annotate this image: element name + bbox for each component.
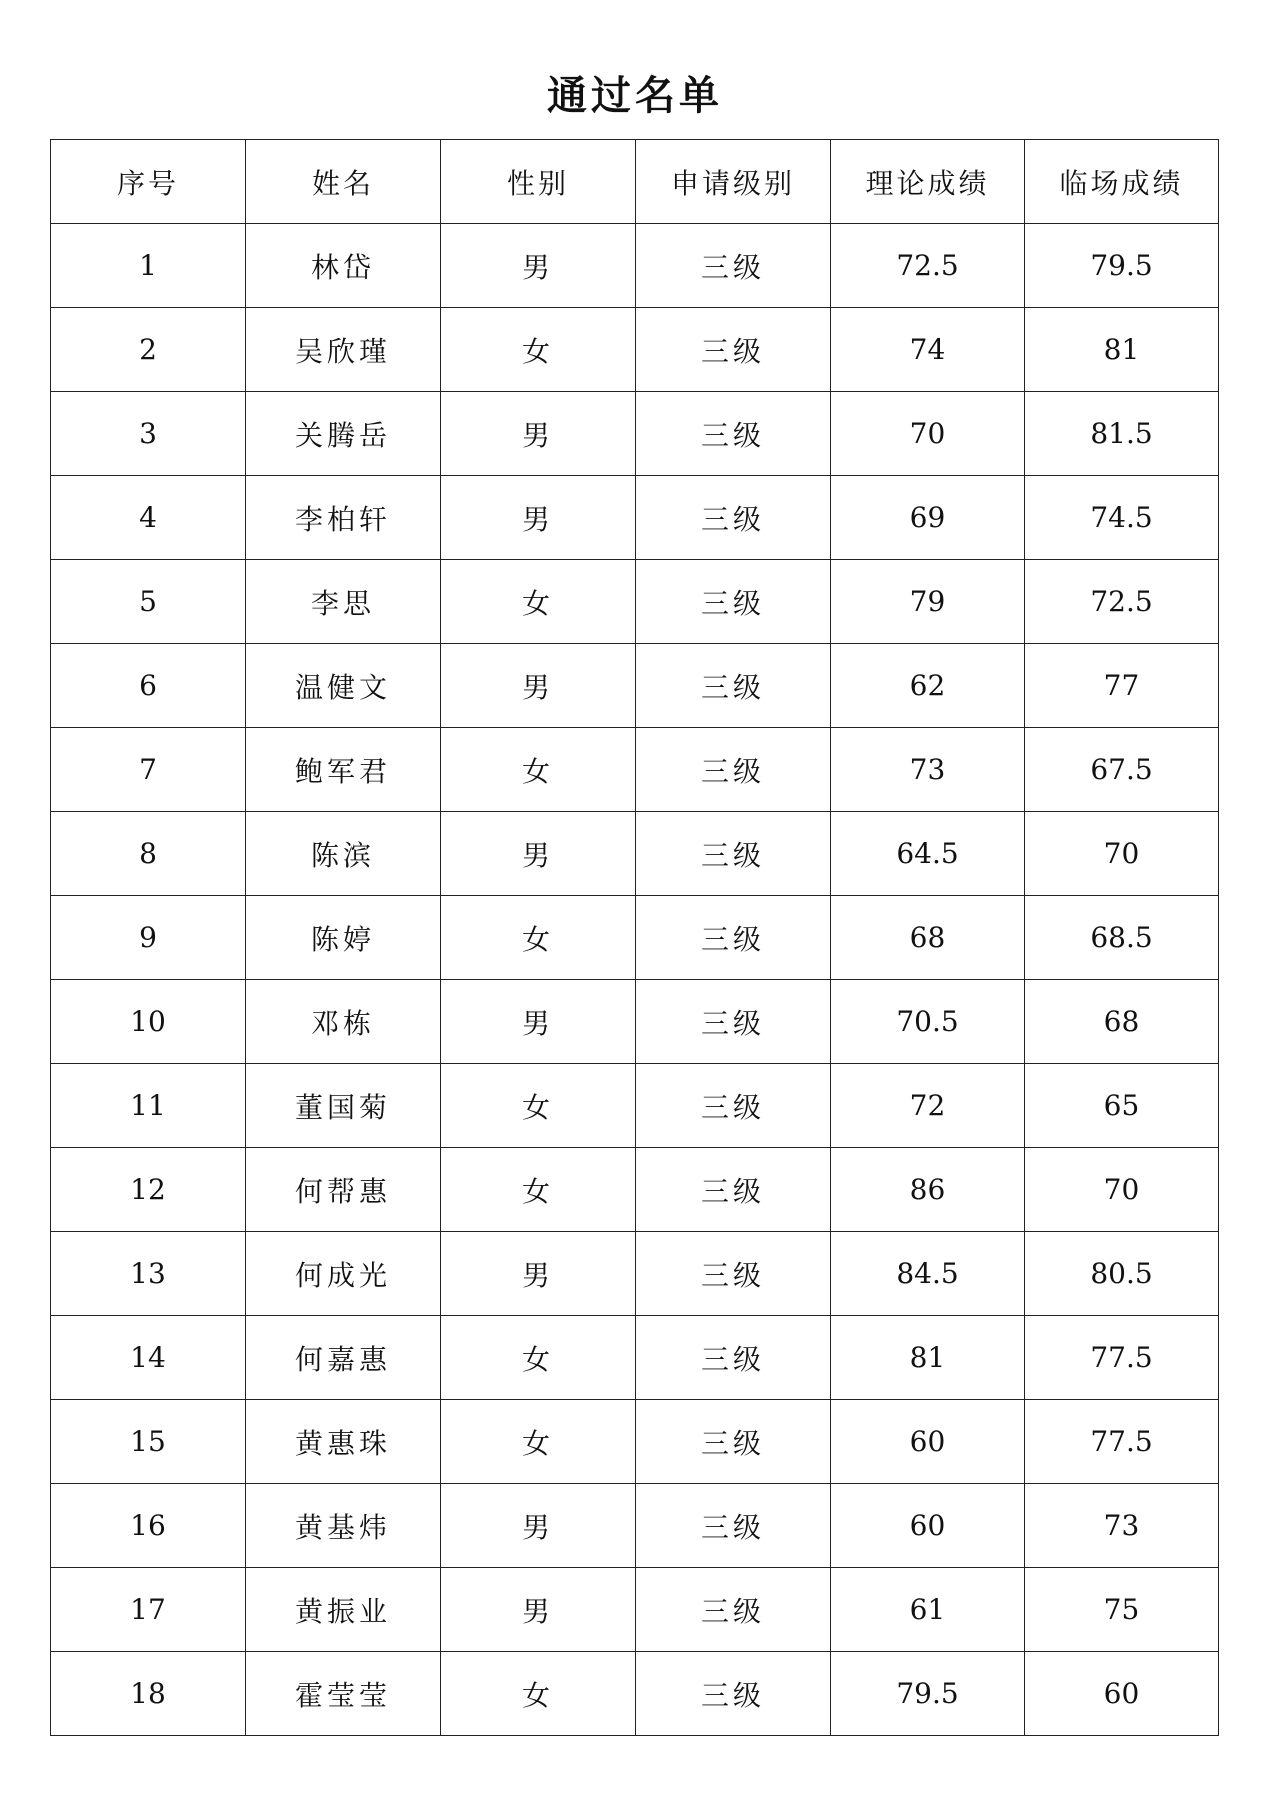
table-row xyxy=(51,1232,1219,1316)
cell-field-score: 77 xyxy=(1025,644,1219,728)
cell-level: 三级 xyxy=(636,896,831,980)
cell-field-score: 65 xyxy=(1025,1064,1219,1148)
cell-level: 三级 xyxy=(636,476,831,560)
cell-level: 三级 xyxy=(636,644,831,728)
cell-name: 陈婷 xyxy=(246,896,441,980)
header-level: 申请级别 xyxy=(636,140,831,224)
cell-theory-score: 72 xyxy=(831,1064,1025,1148)
cell-index: 15 xyxy=(51,1400,246,1484)
pass-list-table xyxy=(50,139,1219,1736)
cell-level: 三级 xyxy=(636,1232,831,1316)
cell-name: 陈滨 xyxy=(246,812,441,896)
cell-field-score: 67.5 xyxy=(1025,728,1219,812)
cell-theory-score: 86 xyxy=(831,1148,1025,1232)
cell-name: 黄振业 xyxy=(246,1568,441,1652)
header-field-score: 临场成绩 xyxy=(1025,140,1219,224)
table-row xyxy=(51,1484,1219,1568)
cell-field-score: 70 xyxy=(1025,812,1219,896)
cell-index: 6 xyxy=(51,644,246,728)
cell-level: 三级 xyxy=(636,1148,831,1232)
cell-theory-score: 72.5 xyxy=(831,224,1025,308)
table-row xyxy=(51,812,1219,896)
cell-index: 11 xyxy=(51,1064,246,1148)
cell-theory-score: 60 xyxy=(831,1400,1025,1484)
cell-level: 三级 xyxy=(636,392,831,476)
cell-index: 2 xyxy=(51,308,246,392)
cell-gender: 男 xyxy=(441,644,636,728)
cell-gender: 女 xyxy=(441,1064,636,1148)
cell-level: 三级 xyxy=(636,1484,831,1568)
cell-field-score: 77.5 xyxy=(1025,1316,1219,1400)
cell-name: 关腾岳 xyxy=(246,392,441,476)
cell-level: 三级 xyxy=(636,1652,831,1736)
cell-theory-score: 61 xyxy=(831,1568,1025,1652)
table-row xyxy=(51,728,1219,812)
cell-field-score: 80.5 xyxy=(1025,1232,1219,1316)
cell-theory-score: 73 xyxy=(831,728,1025,812)
cell-field-score: 81 xyxy=(1025,308,1219,392)
cell-name: 霍莹莹 xyxy=(246,1652,441,1736)
cell-field-score: 74.5 xyxy=(1025,476,1219,560)
cell-gender: 男 xyxy=(441,1232,636,1316)
table-row xyxy=(51,896,1219,980)
cell-index: 12 xyxy=(51,1148,246,1232)
table-row xyxy=(51,224,1219,308)
table-row xyxy=(51,1652,1219,1736)
header-name: 姓名 xyxy=(246,140,441,224)
cell-theory-score: 84.5 xyxy=(831,1232,1025,1316)
cell-theory-score: 64.5 xyxy=(831,812,1025,896)
cell-theory-score: 68 xyxy=(831,896,1025,980)
cell-theory-score: 79.5 xyxy=(831,1652,1025,1736)
cell-name: 邓栋 xyxy=(246,980,441,1064)
cell-gender: 女 xyxy=(441,1652,636,1736)
cell-gender: 男 xyxy=(441,1568,636,1652)
cell-gender: 男 xyxy=(441,224,636,308)
cell-index: 10 xyxy=(51,980,246,1064)
cell-level: 三级 xyxy=(636,1400,831,1484)
cell-theory-score: 74 xyxy=(831,308,1025,392)
cell-theory-score: 70.5 xyxy=(831,980,1025,1064)
cell-index: 3 xyxy=(51,392,246,476)
cell-theory-score: 81 xyxy=(831,1316,1025,1400)
cell-level: 三级 xyxy=(636,224,831,308)
table-row xyxy=(51,1568,1219,1652)
cell-level: 三级 xyxy=(636,980,831,1064)
cell-level: 三级 xyxy=(636,812,831,896)
cell-gender: 女 xyxy=(441,728,636,812)
table-row xyxy=(51,308,1219,392)
cell-level: 三级 xyxy=(636,308,831,392)
cell-gender: 女 xyxy=(441,1148,636,1232)
cell-field-score: 72.5 xyxy=(1025,560,1219,644)
cell-field-score: 73 xyxy=(1025,1484,1219,1568)
table-row xyxy=(51,644,1219,728)
table-row xyxy=(51,1400,1219,1484)
table-row xyxy=(51,476,1219,560)
cell-index: 1 xyxy=(51,224,246,308)
cell-name: 李柏轩 xyxy=(246,476,441,560)
cell-field-score: 68 xyxy=(1025,980,1219,1064)
cell-index: 4 xyxy=(51,476,246,560)
cell-name: 何嘉惠 xyxy=(246,1316,441,1400)
cell-field-score: 70 xyxy=(1025,1148,1219,1232)
cell-name: 何帮惠 xyxy=(246,1148,441,1232)
table-row xyxy=(51,392,1219,476)
cell-index: 16 xyxy=(51,1484,246,1568)
header-gender: 性别 xyxy=(441,140,636,224)
cell-name: 温健文 xyxy=(246,644,441,728)
cell-index: 13 xyxy=(51,1232,246,1316)
cell-field-score: 81.5 xyxy=(1025,392,1219,476)
table-row xyxy=(51,1064,1219,1148)
cell-level: 三级 xyxy=(636,1064,831,1148)
cell-name: 董国菊 xyxy=(246,1064,441,1148)
cell-field-score: 77.5 xyxy=(1025,1400,1219,1484)
table-header-row xyxy=(51,140,1219,224)
table-row xyxy=(51,560,1219,644)
header-theory-score: 理论成绩 xyxy=(831,140,1025,224)
cell-level: 三级 xyxy=(636,1568,831,1652)
cell-gender: 女 xyxy=(441,1400,636,1484)
header-index: 序号 xyxy=(51,140,246,224)
cell-name: 鲍军君 xyxy=(246,728,441,812)
cell-index: 8 xyxy=(51,812,246,896)
table-body xyxy=(51,224,1219,1736)
cell-name: 何成光 xyxy=(246,1232,441,1316)
cell-gender: 男 xyxy=(441,980,636,1064)
table-row xyxy=(51,1316,1219,1400)
cell-field-score: 68.5 xyxy=(1025,896,1219,980)
cell-level: 三级 xyxy=(636,728,831,812)
cell-field-score: 75 xyxy=(1025,1568,1219,1652)
cell-index: 7 xyxy=(51,728,246,812)
cell-name: 林岱 xyxy=(246,224,441,308)
cell-gender: 男 xyxy=(441,476,636,560)
cell-gender: 女 xyxy=(441,560,636,644)
cell-gender: 女 xyxy=(441,308,636,392)
cell-name: 黄惠珠 xyxy=(246,1400,441,1484)
cell-name: 吴欣瑾 xyxy=(246,308,441,392)
table-row xyxy=(51,1148,1219,1232)
page-title: 通过名单 xyxy=(547,73,723,119)
cell-theory-score: 60 xyxy=(831,1484,1025,1568)
cell-field-score: 79.5 xyxy=(1025,224,1219,308)
cell-theory-score: 79 xyxy=(831,560,1025,644)
cell-theory-score: 70 xyxy=(831,392,1025,476)
cell-field-score: 60 xyxy=(1025,1652,1219,1736)
cell-level: 三级 xyxy=(636,1316,831,1400)
cell-theory-score: 62 xyxy=(831,644,1025,728)
cell-index: 17 xyxy=(51,1568,246,1652)
cell-index: 9 xyxy=(51,896,246,980)
cell-gender: 女 xyxy=(441,896,636,980)
cell-gender: 男 xyxy=(441,392,636,476)
cell-name: 李思 xyxy=(246,560,441,644)
cell-index: 14 xyxy=(51,1316,246,1400)
cell-theory-score: 69 xyxy=(831,476,1025,560)
cell-index: 18 xyxy=(51,1652,246,1736)
cell-level: 三级 xyxy=(636,560,831,644)
cell-index: 5 xyxy=(51,560,246,644)
cell-name: 黄基炜 xyxy=(246,1484,441,1568)
cell-gender: 女 xyxy=(441,1316,636,1400)
table-row xyxy=(51,980,1219,1064)
cell-gender: 男 xyxy=(441,812,636,896)
cell-gender: 男 xyxy=(441,1484,636,1568)
